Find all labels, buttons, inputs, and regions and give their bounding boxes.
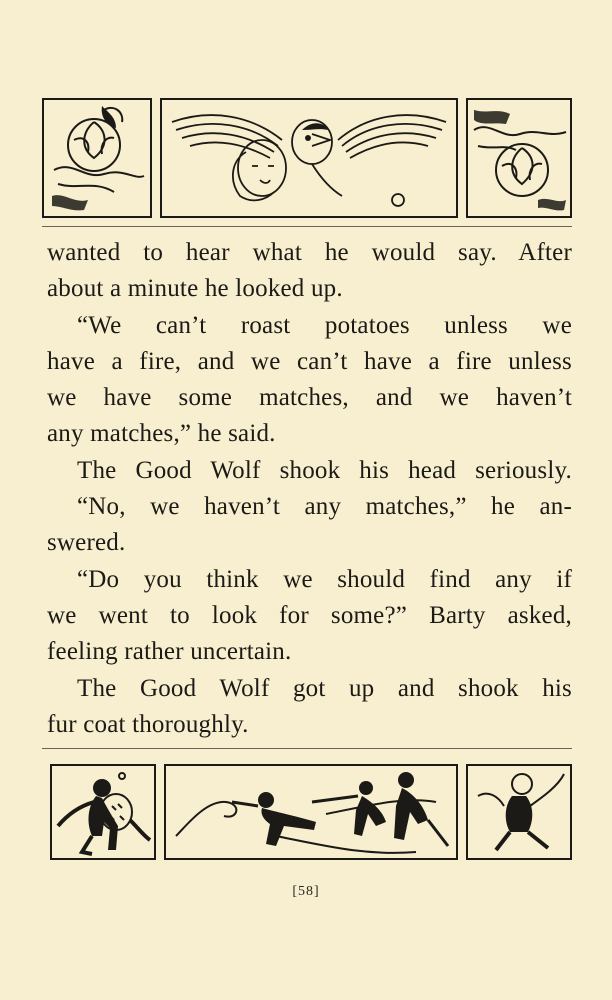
monkeys-chase-icon bbox=[166, 766, 456, 858]
center-monkeys-chase-panel bbox=[164, 764, 458, 860]
text-line: The Good Wolf shook his head seriously. bbox=[77, 456, 572, 484]
text-line: have a fire, and we can’t have a fire unless bbox=[47, 347, 572, 375]
left-rose-panel bbox=[42, 98, 152, 218]
text-line: any matches,” he said. bbox=[47, 420, 276, 448]
monkey-icon bbox=[52, 766, 154, 858]
text-line: fur coat thoroughly. bbox=[47, 710, 249, 738]
header-rule bbox=[42, 226, 572, 227]
headpiece-illustration bbox=[42, 98, 572, 218]
text-line: “We can’t roast potatoes unless we bbox=[77, 311, 572, 339]
text-line: we have some matches, and we haven’t bbox=[47, 384, 572, 412]
body-text bbox=[47, 235, 572, 743]
text-line: “No, we haven’t any matches,” he an- bbox=[77, 493, 572, 521]
footer-rule bbox=[42, 748, 572, 749]
text-line: about a minute he looked up. bbox=[47, 275, 343, 303]
rose-icon bbox=[468, 100, 570, 216]
rose-icon bbox=[44, 100, 150, 216]
text-line: feeling rather uncertain. bbox=[47, 638, 292, 666]
right-monkey-panel bbox=[466, 764, 572, 860]
text-line: wanted to hear what he would say. After bbox=[47, 239, 572, 266]
page-number: [58] bbox=[292, 884, 320, 899]
right-rose-panel bbox=[466, 98, 572, 218]
text-line: The Good Wolf got up and shook his bbox=[77, 674, 572, 702]
tailpiece-illustration bbox=[42, 764, 572, 860]
left-monkey-panel bbox=[50, 764, 156, 860]
text-line: we went to look for some?” Barty asked, bbox=[47, 601, 572, 629]
text-line: swered. bbox=[47, 529, 126, 557]
bird-and-girl-icon bbox=[162, 100, 456, 216]
center-bird-girl-panel bbox=[160, 98, 458, 218]
monkey-icon bbox=[468, 766, 570, 858]
text-line: “Do you think we should find any if bbox=[77, 565, 572, 593]
